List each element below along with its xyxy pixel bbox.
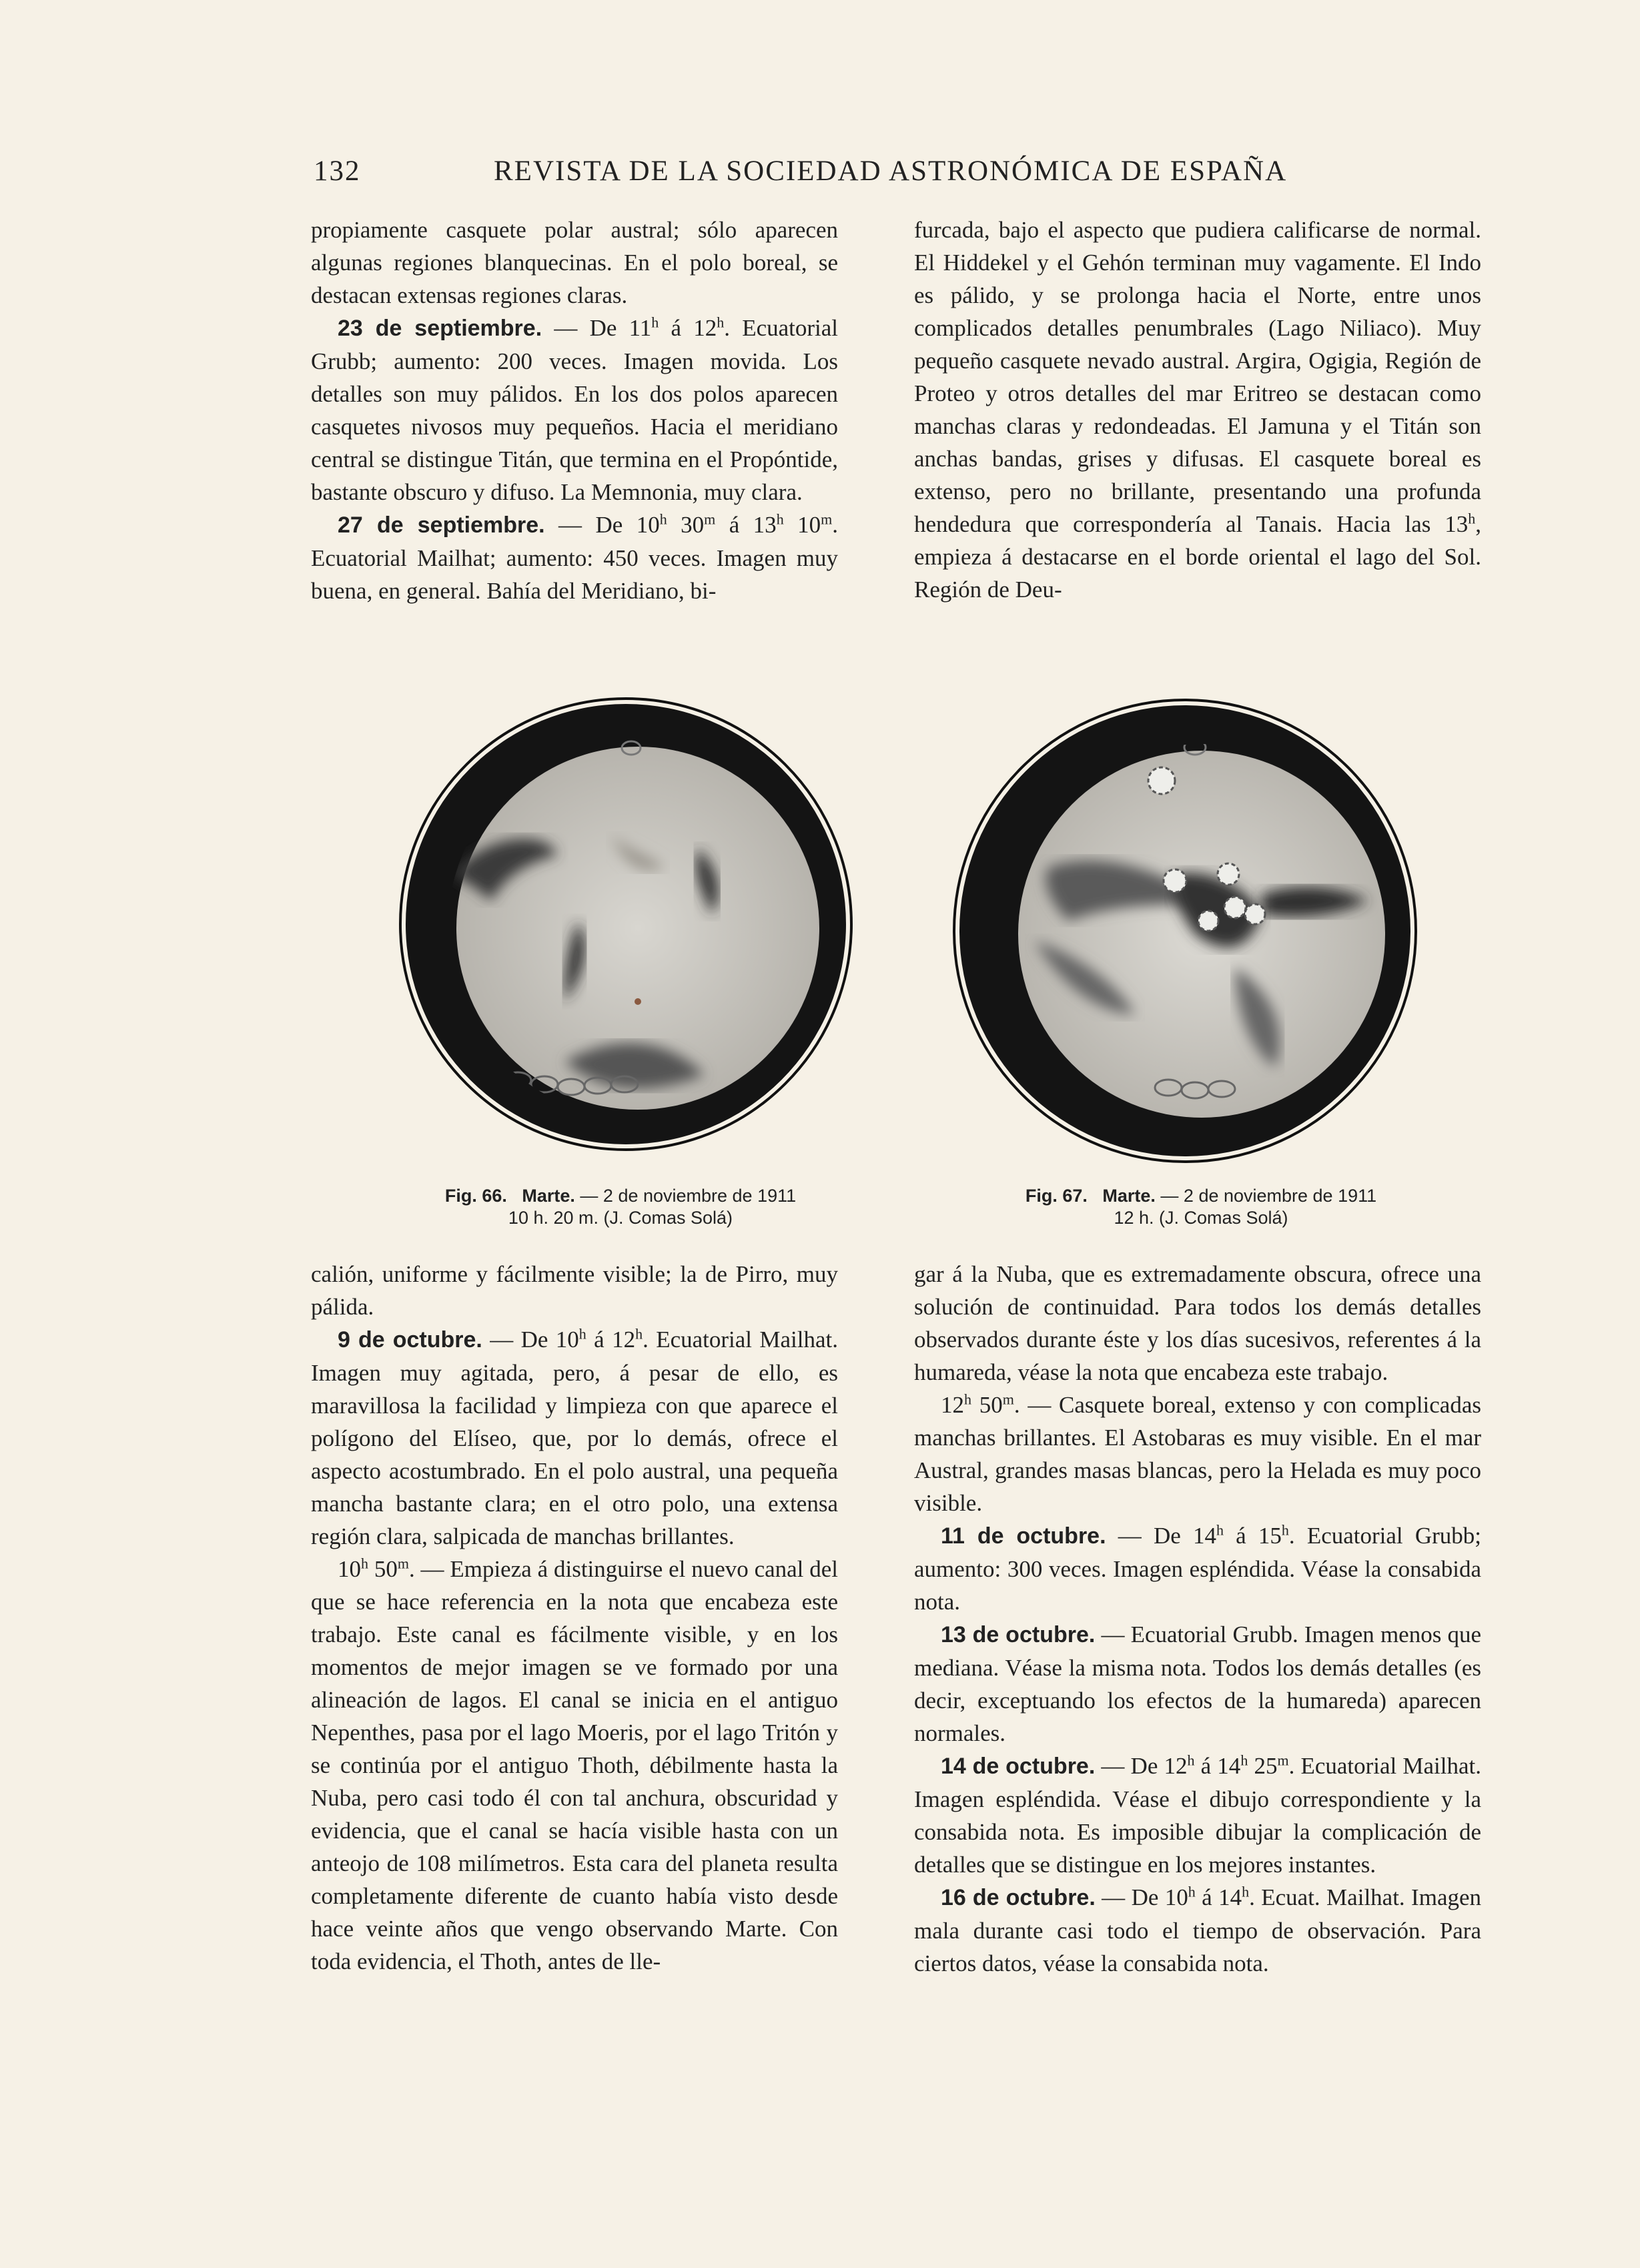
text-column-top-left (311, 214, 838, 607)
paragraph: 10$^h$ 50$^m$. — Empieza á distinguirse el nuevo canal del que se hace referencia en la nota que encabeza este trabajo. Este canal es fácilmente visible, y en los momentos de mejor imagen se ve formado por una alineación de lagos. El canal se inicia en el antiguo Nepenthes, pasa por el lago Moeris, por el lago Tritón y se continúa por el antiguo Thoth, débilmente hasta la Nuba, pero casi todo él con tal anchura, obscuridad y evidencia, que el canal se hacía visible hasta con un anteojo de 108 milímetros. Esta cara del planeta resulta completamente diferente de cuanto había visto desde hace veinte años que vengo observando Marte. Con toda evidencia, el Thoth, antes de lle- (311, 1555, 838, 1974)
entry-date: 27 de septiembre. (338, 512, 545, 538)
figure-caption-67: Fig. 67. Marte. — 2 de noviembre de 1911 12 h. (J. Comas Solá) (967, 1185, 1434, 1229)
text-column-top-right (914, 214, 1481, 606)
entry-date: 11 de octubre. (941, 1523, 1106, 1549)
running-header (314, 155, 1288, 195)
figure-subject: Marte. (1102, 1186, 1156, 1206)
paragraph: calión, uniforme y fácilmente visible; la de Pirro, muy pálida. (311, 1261, 838, 1320)
journal-title: REVISTA DE LA SOCIEDAD ASTRONÓMICA DE ESPAÑA (494, 155, 1288, 187)
paragraph: propiamente casquete polar austral; sólo aparecen algunas regiones blanquecinas. En el polo boreal, se destacan extensas regiones claras. (311, 217, 838, 308)
entry-date: 16 de octubre. (941, 1885, 1096, 1910)
text-column-bottom-left (311, 1258, 838, 1978)
paragraph: 13 de octubre. — Ecuatorial Grubb. Imagen menos que mediana. Véase la misma nota. Todos los demás detalles (es decir, exceptuando los efectos de la humareda) aparecen normales. (914, 1621, 1481, 1746)
paragraph: furcada, bajo el aspecto que pudiera calificarse de normal. El Hiddekel y el Gehón terminan muy vagamente. El Indo es pálido, y se prolonga hacia el Norte, entre unos complicados detalles penumbrales (Lago Niliaco). Muy pequeño casquete nevado austral. Argira, Ogigia, Región de Proteo y otros detalles del mar Eritreo se destacan como manchas claras y redondeadas. El Jamuna y el Titán son anchas bandas, grises y difusas. El casquete boreal es extenso, pero no brillante, presentando una profunda hendedura que correspondería al Tanais. Hacia las 13$^h$, empieza á destacarse en el borde oriental el lago del Sol. Región de Deu- (914, 217, 1481, 603)
paragraph: 9 de octubre. — De 10$^h$ á 12$^h$. Ecuatorial Mailhat. Imagen muy agitada, pero, á pesar de ello, es maravillosa la facilidad y limpieza con que aparece el polígono del Elíseo, que, por lo demás, ofrece el aspecto acostumbrado. En el polo austral, una pequeña mancha bastante clara; en el otro polo, una extensa región clara, salpicada de manchas brillantes. (311, 1325, 838, 1549)
paragraph: 14 de octubre. — De 12$^h$ á 14$^h$ 25$^m$. Ecuatorial Mailhat. Imagen espléndida. Véase el dibujo correspondiente y la consabida nota. Es imposible dibujar la complicación de detalles que se distingue en los mejores instantes. (914, 1752, 1482, 1878)
entry-date: 13 de octubre. (941, 1622, 1096, 1647)
entry-date: 23 de septiembre. (338, 316, 542, 341)
paragraph: gar á la Nuba, que es extremadamente obscura, ofrece una solución de continuidad. Para todos los demás detalles observados durante éste y los días sucesivos, referentes á la humareda, véase la nota que encabeza este trabajo. (914, 1261, 1481, 1385)
figure-caption-66: Fig. 66. Marte. — 2 de noviembre de 1911 10 h. 20 m. (J. Comas Solá) (387, 1185, 854, 1229)
paragraph: 16 de octubre. — De 10$^h$ á 14$^h$. Ecuat. Mailhat. Imagen mala durante casi todo el tiempo de observación. Para ciertos datos, véase la consabida nota. (914, 1883, 1482, 1976)
figure-label: Fig. 67. (1025, 1186, 1088, 1206)
mars-disc-illustration (951, 697, 1418, 1164)
entry-date: 9 de octubre. (338, 1327, 482, 1353)
paragraph: 12$^h$ 50$^m$. — Casquete boreal, extenso y con complicadas manchas brillantes. El Astobaras es muy visible. En el mar Austral, grandes masas blancas, pero la Helada es muy poco visible. (914, 1391, 1481, 1516)
paragraph: 23 de septiembre. — De 11$^h$ á 12$^h$. Ecuatorial Grubb; aumento: 200 veces. Imagen movida. Los detalles son muy pálidos. En los dos polos aparecen casquetes nivosos muy pequeños. Hacia el meridiano central se distingue Titán, que termina en el Propóntide, bastante obscuro y difuso. La Memnonia, muy clara. (311, 314, 838, 505)
paragraph: 11 de octubre. — De 14$^h$ á 15$^h$. Ecuatorial Grubb; aumento: 300 veces. Imagen espléndida. Véase la consabida nota. (914, 1521, 1482, 1615)
page-number: 132 (314, 155, 361, 187)
entry-date: 14 de octubre. (941, 1754, 1096, 1779)
figure-label: Fig. 66. (444, 1186, 507, 1206)
figure-subject: Marte. (522, 1186, 575, 1206)
mars-drawing-fig-67 (951, 697, 1418, 1164)
mars-drawing-fig-66 (399, 697, 853, 1151)
mars-disc-illustration (399, 697, 853, 1151)
paragraph: 27 de septiembre. — De 10$^h$ 30$^m$ á 13$^h$ 10$^m$. Ecuatorial Mailhat; aumento: 450 veces. Imagen muy buena, en general. Bahía del Meridiano, bi- (311, 510, 838, 604)
figure-caption-line2: 12 h. (J. Comas Solá) (1114, 1208, 1288, 1228)
figure-caption-line2: 10 h. 20 m. (J. Comas Solá) (508, 1208, 733, 1228)
text-column-bottom-right (914, 1258, 1481, 1980)
